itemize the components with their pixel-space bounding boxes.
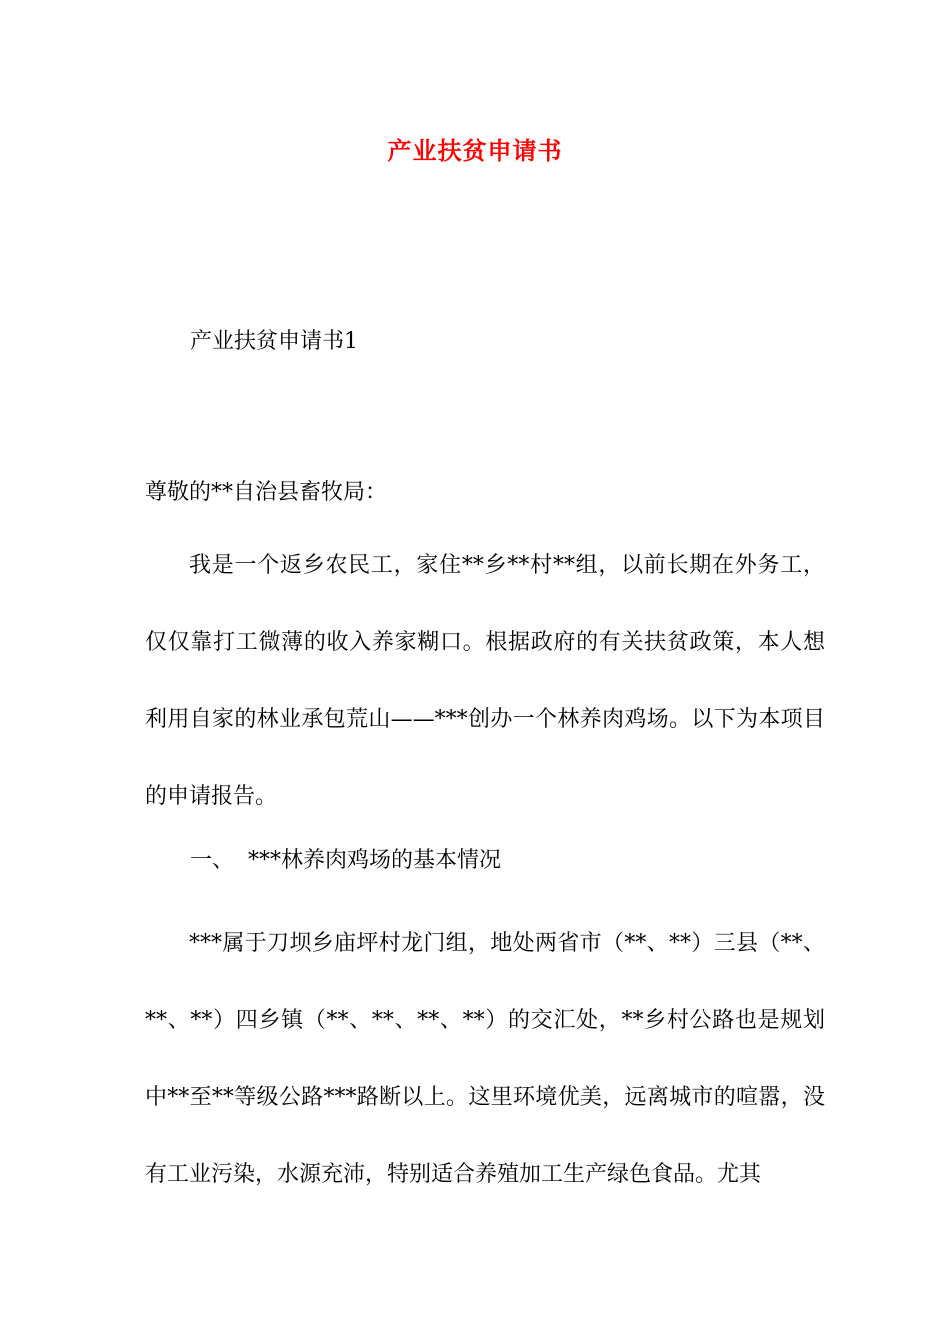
document-subtitle: 产业扶贫申请书1 xyxy=(190,329,358,354)
salutation: 尊敬的**自治县畜牧局： xyxy=(145,480,388,505)
paragraph-location-description: ***属于刀坝乡庙坪村龙门组，地处两省市（**、**）三县（**、**、**）四乡镇（**、**、**、**）的交汇处，**乡村公路也是规划中**至**等级公路***路断以上。这里环境优美，远离城市的喧嚣，没有工业污染，水源充沛，特别适合养殖加工生产绿色食品。尤其 xyxy=(145,931,825,1187)
section-heading-basic-info: 一、 ***林养肉鸡场的基本情况 xyxy=(190,848,501,873)
paragraph-introduction: 我是一个返乡农民工，家住**乡**村**组，以前长期在外务工，仅仅靠打工微薄的收入养家糊口。根据政府的有关扶贫政策，本人想利用自家的林业承包荒山——***创办一个林养肉鸡场。以下为本项目的申请报告。 xyxy=(145,553,825,809)
document-title: 产业扶贫申请书 xyxy=(387,136,563,165)
